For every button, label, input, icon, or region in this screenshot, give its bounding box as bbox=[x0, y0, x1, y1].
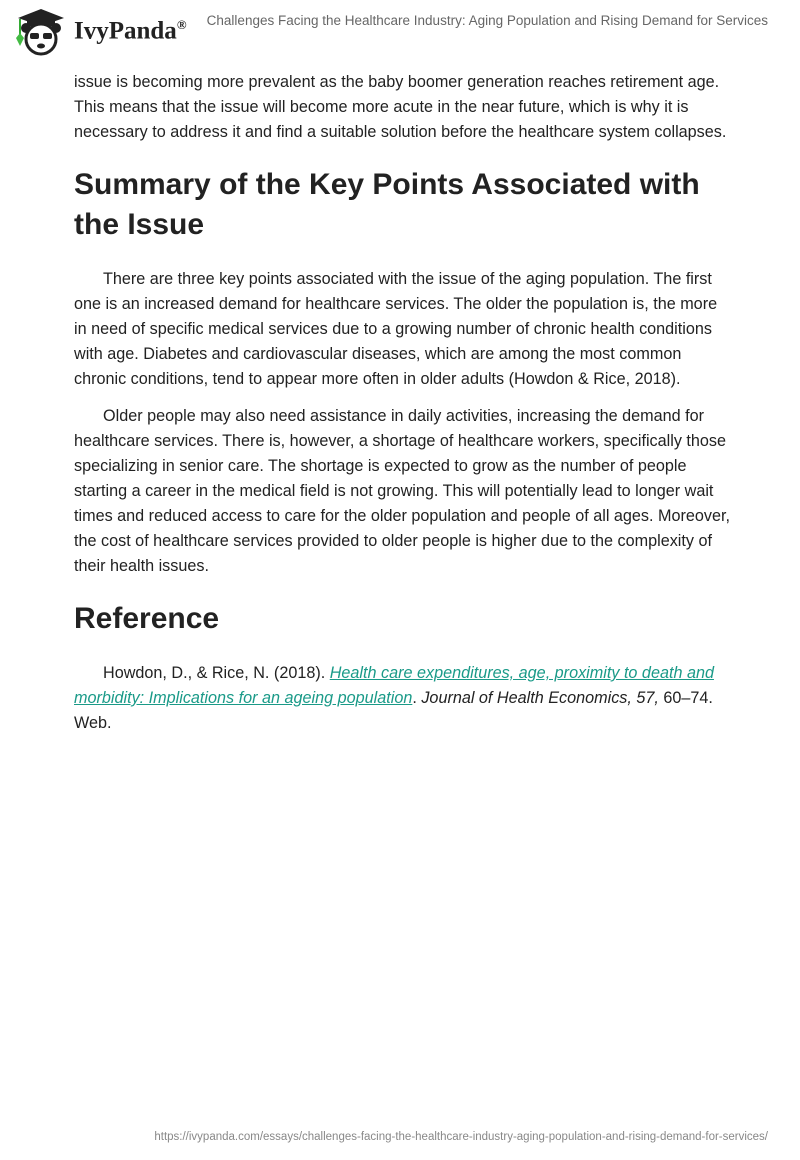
reference-journal: Journal of Health Economics, 57, bbox=[416, 689, 659, 707]
paragraph: Older people may also need assistance in daily activities, increasing the demand for healthcare services. There is, however, a shortage of healthcare workers, specifically those specializing in senior care. The shortage is expected to grow as the number of people starting a career in the medical field is not growing. This will potentially lead to longer wait times and reduced access to care for the older population and people of all ages. Moreover, the cost of healthcare services provided to older people is higher due to the complexity of their health issues. bbox=[74, 407, 730, 575]
section-heading-summary: Summary of the Key Points Associated with the Issue bbox=[74, 168, 700, 241]
panda-graduate-icon bbox=[14, 6, 68, 56]
reference-link[interactable]: Health care expenditures, age, proximity to death and morbidity: Implications for an ageing population bbox=[74, 664, 714, 707]
document-title: Challenges Facing the Healthcare Industry: Aging Population and Rising Demand for Services bbox=[206, 13, 768, 28]
section-heading-reference: Reference bbox=[74, 602, 220, 635]
logo[interactable] bbox=[14, 6, 187, 56]
logo-text: IvyPanda® bbox=[74, 16, 187, 45]
reference-authors: Howdon, D., & Rice, N. (2018). bbox=[103, 664, 330, 682]
intro-paragraph: issue is becoming more prevalent as the baby boomer generation reaches retirement age. This means that the issue will become more acute in the near future, which is why it is necessary to address it and find a suitable solution before the healthcare system collapses. bbox=[74, 73, 727, 141]
footer-url: https://ivypanda.com/essays/challenges-facing-the-healthcare-industry-aging-population-and-rising-demand-for-services/ bbox=[154, 1131, 768, 1143]
paragraph: There are three key points associated with the issue of the aging population. The first one is an increased demand for healthcare services. The older the population is, the more in need of specific medical services due to a growing number of chronic health conditions with age. Diabetes and cardiovascular diseases, which are among the most common chronic conditions, tend to appear more often in older adults (Howdon & Rice, 2018). bbox=[74, 270, 718, 388]
reference-entry bbox=[74, 661, 730, 736]
reference-period: . bbox=[412, 689, 417, 707]
essay-content bbox=[74, 70, 730, 748]
reference-pages: 60–74. Web. bbox=[74, 689, 713, 732]
